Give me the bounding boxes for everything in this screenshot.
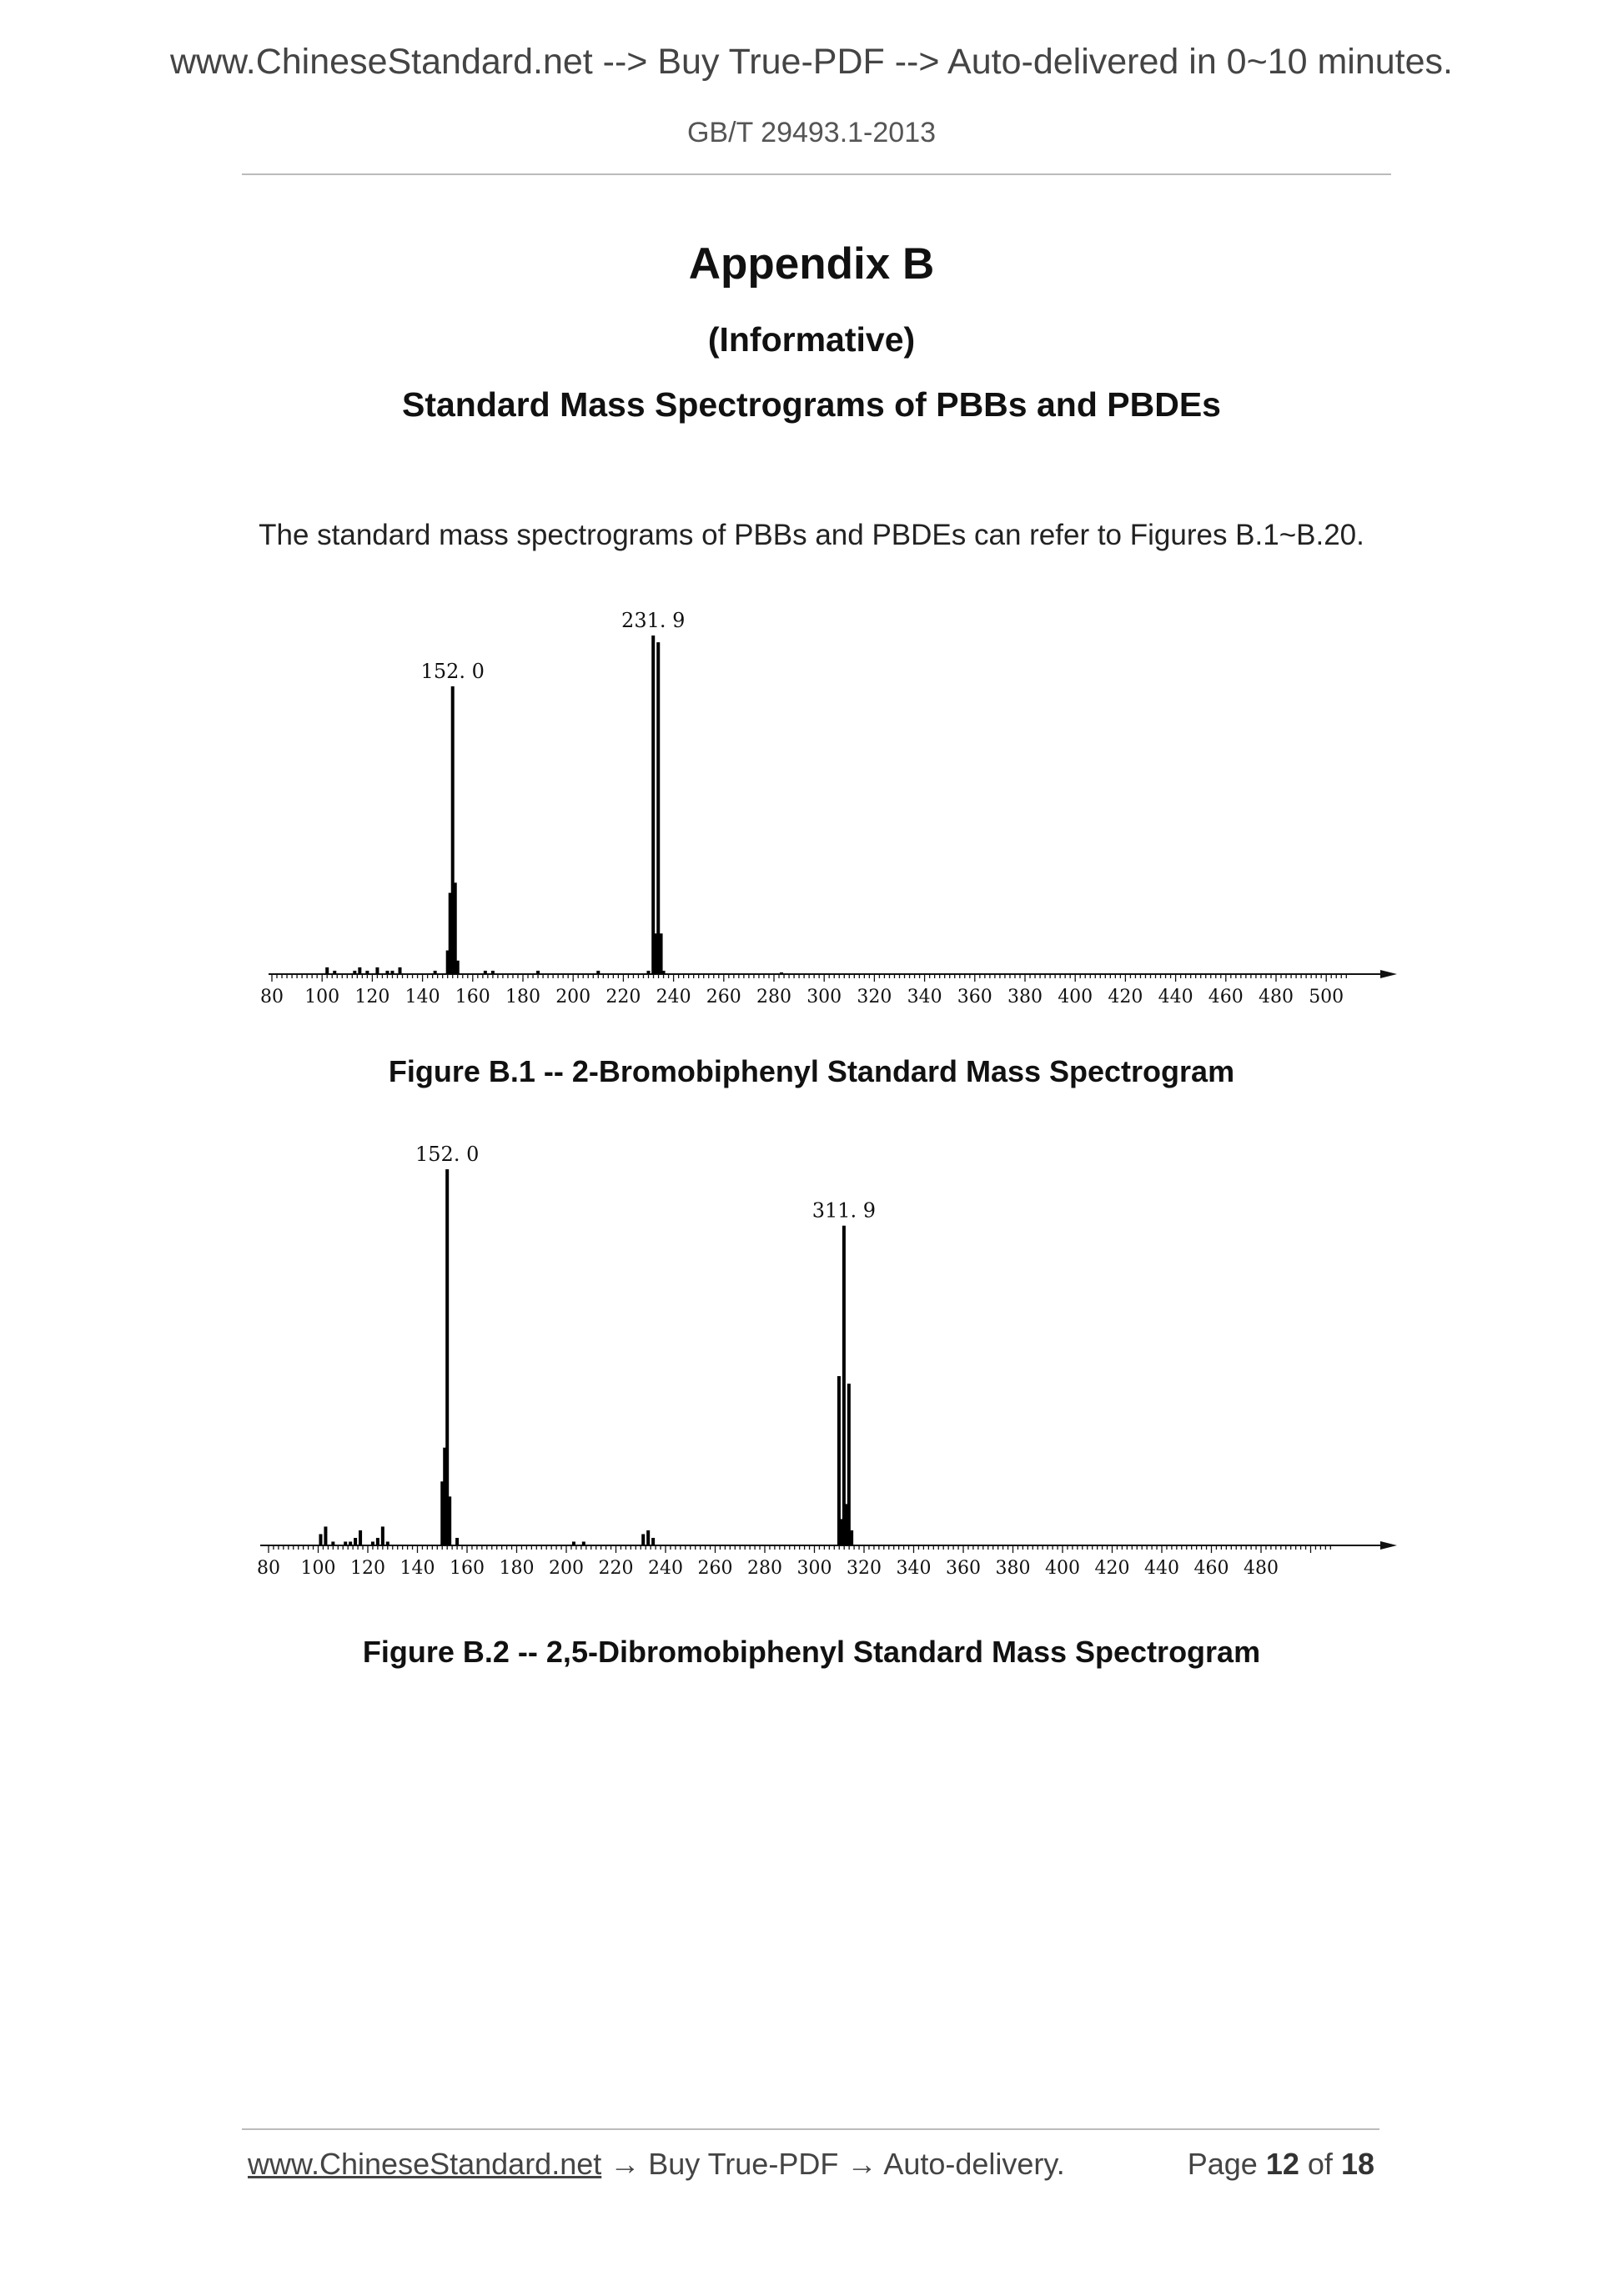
x-tick-label: 140 — [404, 987, 440, 1007]
appendix-title: Appendix B — [688, 239, 935, 289]
peak-bar — [455, 1538, 459, 1545]
peak-bar — [445, 1169, 449, 1545]
x-axis-arrow — [1380, 970, 1397, 978]
x-tick-label: 180 — [499, 1558, 535, 1579]
peak-bar — [371, 1541, 374, 1545]
x-tick-label: 200 — [555, 987, 591, 1007]
appendix-subtitle: Standard Mass Spectrograms of PBBs and PBDEs — [402, 385, 1221, 424]
x-tick-label: 100 — [300, 1558, 336, 1579]
x-tick-label: 280 — [756, 987, 791, 1007]
peak-bar — [596, 971, 600, 974]
peak-bar — [651, 1538, 655, 1545]
x-tick-label: 280 — [747, 1558, 782, 1579]
peak-bar — [399, 967, 402, 974]
x-tick-label: 120 — [350, 1558, 385, 1579]
peak-bar — [365, 971, 369, 974]
peak-bar — [344, 1541, 347, 1545]
peak-bar — [375, 967, 379, 974]
peak-label: 152. 0 — [415, 1143, 480, 1166]
peak-bar — [646, 1530, 650, 1545]
page-indicator — [1188, 2147, 1374, 2182]
page-total: 18 — [1340, 2147, 1374, 2181]
peak-bar — [491, 971, 495, 974]
page-word: Page — [1187, 2147, 1258, 2181]
standard-number: GB/T 29493.1-2013 — [686, 117, 937, 148]
peak-bar — [353, 971, 356, 974]
peak-label: 231. 9 — [621, 609, 686, 632]
peak-label: 311. 9 — [812, 1198, 877, 1223]
x-tick-label: 420 — [1108, 987, 1143, 1007]
intro-paragraph: The standard mass spectrograms of PBBs and PBDEs can refer to Figures B.1~B.20. — [259, 519, 1364, 551]
x-tick-label: 360 — [946, 1558, 981, 1579]
header-divider — [242, 173, 1391, 175]
x-tick-label: 380 — [995, 1558, 1031, 1579]
x-tick-label: 160 — [455, 987, 490, 1007]
peak-bar — [358, 967, 361, 974]
peak-bar — [333, 971, 336, 974]
x-tick-label: 260 — [697, 1558, 733, 1579]
x-tick-label: 300 — [796, 1558, 832, 1579]
peak-bar — [842, 1226, 846, 1545]
x-tick-label: 460 — [1208, 987, 1244, 1007]
peak-bar — [662, 971, 666, 974]
peak-bar — [359, 1530, 362, 1545]
peak-bar — [641, 1534, 645, 1545]
x-tick-label: 400 — [1045, 1558, 1080, 1579]
x-tick-label: 380 — [1007, 987, 1043, 1007]
peak-bar — [536, 971, 540, 974]
of-word: of — [1307, 2147, 1333, 2181]
x-tick-label: 220 — [598, 1558, 634, 1579]
x-tick-label: 260 — [706, 987, 741, 1007]
peak-bar — [331, 1541, 334, 1545]
peak-bar — [376, 1538, 379, 1545]
peak-bar — [850, 1530, 853, 1545]
x-tick-label: 400 — [1058, 987, 1093, 1007]
x-tick-label: 320 — [847, 1558, 882, 1579]
peak-bar — [454, 882, 457, 974]
x-tick-label: 220 — [605, 987, 641, 1007]
x-tick-label: 420 — [1094, 1558, 1130, 1579]
peak-bar — [582, 1541, 585, 1545]
x-tick-label: 180 — [505, 987, 540, 1007]
x-tick-label: 360 — [957, 987, 992, 1007]
peak-bar — [386, 1541, 389, 1545]
header-banner: www.ChineseStandard.net --> Buy True-PDF --> Auto-delivered in 0~10 minutes. — [169, 42, 1453, 82]
peak-bar — [319, 1534, 322, 1545]
spectrogram-b2 — [0, 1134, 1623, 1593]
x-tick-label: 460 — [1193, 1558, 1229, 1579]
peak-bar — [349, 1541, 352, 1545]
x-tick-label: 160 — [450, 1558, 485, 1579]
peak-bar — [651, 636, 655, 974]
peak-bar — [385, 971, 389, 974]
x-tick-label: 340 — [907, 987, 942, 1007]
x-tick-label: 100 — [304, 987, 340, 1007]
peak-bar — [647, 971, 651, 974]
peak-bar — [847, 1384, 851, 1545]
x-tick-label: 140 — [399, 1558, 435, 1579]
peak-bar — [325, 967, 329, 974]
peak-bar — [780, 972, 783, 974]
peak-bar — [324, 1526, 327, 1545]
peak-bar — [448, 1496, 451, 1545]
x-tick-label: 440 — [1144, 1558, 1179, 1579]
x-tick-label: 320 — [857, 987, 892, 1007]
x-tick-label: 340 — [896, 1558, 932, 1579]
x-tick-label: 80 — [257, 1558, 280, 1579]
footer-divider — [242, 2128, 1379, 2130]
appendix-type: (Informative) — [707, 320, 916, 359]
peak-bar — [660, 933, 663, 974]
x-tick-label: 440 — [1158, 987, 1193, 1007]
peak-bar — [484, 971, 487, 974]
page-number: 12 — [1265, 2147, 1299, 2181]
x-axis-arrow — [1380, 1541, 1397, 1550]
peak-bar — [456, 961, 460, 974]
figure-b2-caption: Figure B.2 -- 2,5-Dibromobiphenyl Standard Mass Spectrogram — [362, 1635, 1261, 1669]
footer-link[interactable]: www.ChineseStandard.net — [248, 2147, 602, 2181]
peak-bar — [656, 642, 660, 974]
x-tick-label: 480 — [1244, 1558, 1279, 1579]
x-tick-label: 240 — [648, 1558, 683, 1579]
x-tick-label: 480 — [1259, 987, 1294, 1007]
peak-bar — [572, 1541, 575, 1545]
x-tick-label: 240 — [656, 987, 691, 1007]
figure-b1-caption: Figure B.1 -- 2-Bromobiphenyl Standard Mass Spectrogram — [388, 1054, 1235, 1088]
x-tick-label: 200 — [549, 1558, 584, 1579]
footer-text — [248, 2147, 1065, 2182]
spectrogram-b1 — [0, 600, 1623, 1017]
x-tick-label: 500 — [1309, 987, 1344, 1007]
x-tick-label: 80 — [260, 987, 284, 1007]
peak-label: 152. 0 — [420, 659, 485, 683]
peak-bar — [354, 1538, 357, 1545]
peak-bar — [381, 1526, 384, 1545]
footer-tail: → Buy True-PDF → Auto-delivery. — [601, 2147, 1065, 2181]
peak-bar — [434, 971, 437, 974]
x-tick-label: 120 — [354, 987, 390, 1007]
peak-bar — [390, 971, 394, 974]
x-tick-label: 300 — [806, 987, 842, 1007]
